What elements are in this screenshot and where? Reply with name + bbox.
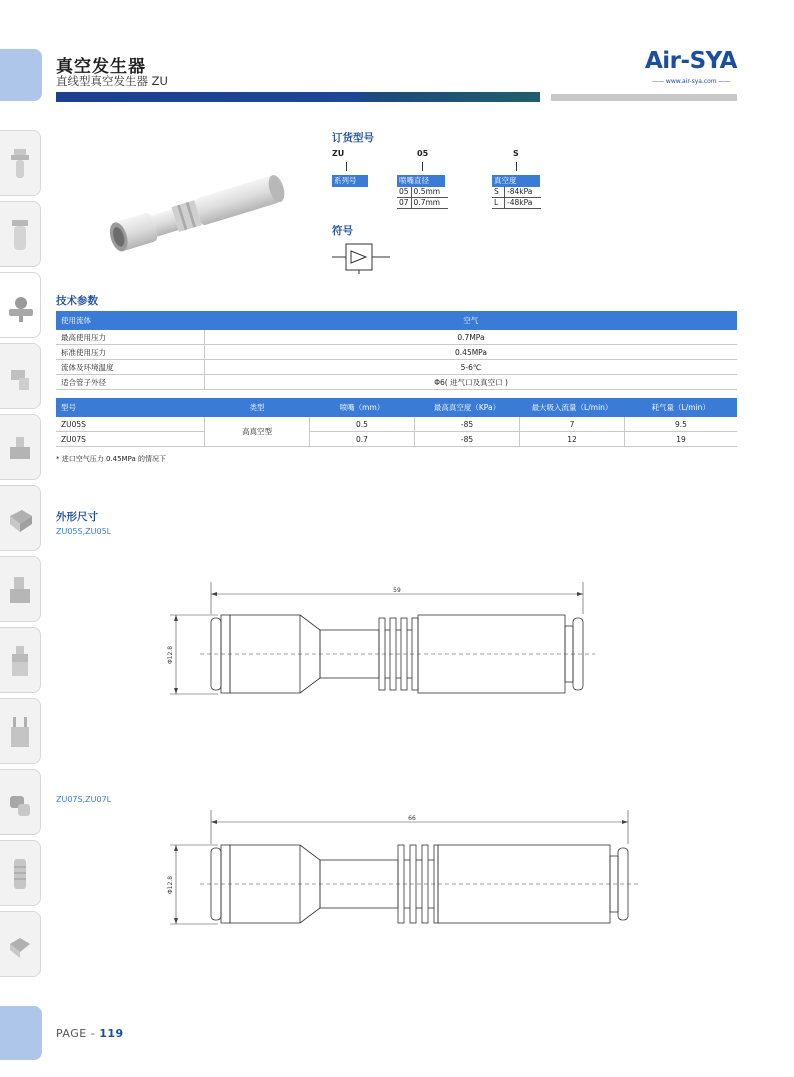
vacuum-cell: -85 bbox=[415, 432, 520, 447]
category-tab-elbow[interactable] bbox=[0, 769, 41, 835]
consumption-cell: 9.5 bbox=[625, 417, 738, 432]
dimension-drawing-zu05 bbox=[160, 582, 610, 702]
valve-icon bbox=[8, 573, 32, 609]
type-cell: 高真空型 bbox=[205, 417, 310, 447]
table-row bbox=[56, 330, 737, 345]
category-tab-actuator[interactable] bbox=[0, 698, 41, 764]
actuator-icon bbox=[8, 715, 32, 751]
column-header: 耗气量（L/min） bbox=[625, 398, 738, 417]
option-row bbox=[492, 198, 541, 209]
category-tab-accessory[interactable] bbox=[0, 911, 41, 977]
option-code: S bbox=[492, 187, 505, 198]
spec-value: 5-6℃ bbox=[205, 360, 738, 375]
table-row bbox=[56, 360, 737, 375]
category-tab-fitting[interactable] bbox=[0, 343, 41, 409]
nozzle-cell: 0.7 bbox=[310, 432, 415, 447]
column-header: 型号 bbox=[56, 398, 205, 417]
column-header: 最高真空度（KPa） bbox=[415, 398, 520, 417]
silencer-icon bbox=[8, 857, 32, 893]
category-tab-filter[interactable] bbox=[0, 130, 41, 196]
model-specs-table bbox=[56, 398, 737, 447]
side-tab-bottom bbox=[0, 1006, 42, 1060]
category-tab-manifold[interactable] bbox=[0, 627, 41, 693]
column-header: 喷嘴（mm） bbox=[310, 398, 415, 417]
order-code-nozzle: 05 bbox=[417, 149, 429, 158]
series-label: 系列号 bbox=[332, 175, 368, 187]
page-number: 119 bbox=[99, 1027, 124, 1040]
dimensions-title: 外形尺寸 bbox=[56, 511, 98, 523]
option-row bbox=[397, 187, 448, 198]
length-dimension: 66 bbox=[408, 815, 416, 822]
order-code-series: ZU bbox=[332, 149, 345, 158]
symbol-title: 符号 bbox=[332, 225, 353, 237]
model-cell: ZU05S bbox=[56, 417, 205, 432]
footnote: * 进口空气压力 0.45MPa 的情况下 bbox=[56, 455, 166, 463]
page-label: PAGE - bbox=[56, 1027, 100, 1040]
general-specs-table bbox=[56, 311, 737, 390]
column-header: 最大吸入流量（L/min） bbox=[520, 398, 625, 417]
order-code-vacuum: S bbox=[513, 149, 519, 158]
nozzle-options-table bbox=[397, 187, 448, 209]
category-tab-cylinder[interactable] bbox=[0, 485, 41, 551]
category-tab-vacuum[interactable] bbox=[0, 272, 41, 338]
spec-label: 流体及环境温度 bbox=[56, 360, 205, 375]
table-header-row bbox=[56, 398, 737, 417]
category-tab-solenoid[interactable] bbox=[0, 414, 41, 480]
vacuum-label: 真空度 bbox=[492, 175, 540, 187]
page-subtitle: 直线型真空发生器 ZU bbox=[56, 74, 168, 88]
nozzle-option-block bbox=[397, 175, 448, 209]
filter-regulator-icon bbox=[8, 147, 32, 183]
vacuum-ejector-symbol-icon bbox=[332, 240, 392, 274]
table-header-row bbox=[56, 311, 737, 330]
flow-cell: 12 bbox=[520, 432, 625, 447]
ordering-title: 订货型号 bbox=[332, 132, 374, 144]
drawing1-models: ZU05S,ZU05L bbox=[56, 527, 112, 536]
spec-value: 空气 bbox=[205, 311, 738, 330]
category-tab-lubricator[interactable] bbox=[0, 201, 41, 267]
vacuum-option-block bbox=[492, 175, 541, 209]
diameter-dimension: Φ12.8 bbox=[167, 645, 174, 665]
table-row bbox=[56, 345, 737, 360]
table-row bbox=[56, 417, 737, 432]
manifold-icon bbox=[8, 644, 32, 680]
header-bar-gray bbox=[551, 94, 737, 101]
flow-cell: 7 bbox=[520, 417, 625, 432]
vacuum-cell: -85 bbox=[415, 417, 520, 432]
spec-value: Φ6( 进气口及真空口 ) bbox=[205, 375, 738, 390]
model-cell: ZU07S bbox=[56, 432, 205, 447]
fitting-icon bbox=[8, 360, 32, 396]
table-row bbox=[56, 432, 737, 447]
brand-url: —— www.air-sya.com —— bbox=[652, 78, 731, 85]
spec-label: 适合管子外径 bbox=[56, 375, 205, 390]
category-tab-valve[interactable] bbox=[0, 556, 41, 622]
option-row bbox=[492, 187, 541, 198]
consumption-cell: 19 bbox=[625, 432, 738, 447]
option-value: 0.5mm bbox=[411, 187, 448, 198]
cylinder-icon bbox=[8, 502, 34, 538]
product-photo bbox=[96, 162, 304, 262]
brand-logo: Air-SYA bbox=[645, 48, 737, 74]
order-tick-nozzle bbox=[422, 162, 423, 171]
category-tab-silencer[interactable] bbox=[0, 840, 41, 906]
page-footer bbox=[56, 1027, 124, 1040]
solenoid-valve-icon bbox=[8, 431, 32, 467]
spec-label: 使用流体 bbox=[56, 311, 205, 330]
drawing2-models: ZU07S,ZU07L bbox=[56, 795, 112, 804]
nozzle-cell: 0.5 bbox=[310, 417, 415, 432]
elbow-fitting-icon bbox=[8, 786, 32, 822]
option-value: 0.7mm bbox=[411, 198, 448, 209]
spec-label: 最高使用压力 bbox=[56, 330, 205, 345]
spec-value: 0.7MPa bbox=[205, 330, 738, 345]
spec-label: 标准使用压力 bbox=[56, 345, 205, 360]
header-bar bbox=[56, 92, 540, 102]
table-row bbox=[56, 375, 737, 390]
column-header: 类型 bbox=[205, 398, 310, 417]
page-title: 真空发生器 bbox=[56, 57, 146, 77]
order-tick-vacuum bbox=[516, 162, 517, 171]
diameter-dimension: Φ12.8 bbox=[167, 875, 174, 895]
order-tick-series bbox=[346, 162, 347, 171]
specs-title: 技术参数 bbox=[56, 295, 98, 307]
lubricator-icon bbox=[8, 218, 32, 254]
nozzle-label: 喷嘴直径 bbox=[397, 175, 445, 187]
dimension-drawing-zu07 bbox=[160, 810, 640, 930]
option-code: 07 bbox=[397, 198, 411, 209]
option-row bbox=[397, 198, 448, 209]
option-value: -84kPa bbox=[505, 187, 542, 198]
vacuum-options-table bbox=[492, 187, 541, 209]
length-dimension: 59 bbox=[393, 587, 401, 594]
accessory-icon bbox=[8, 928, 32, 964]
vacuum-generator-icon bbox=[8, 289, 34, 325]
option-code: 05 bbox=[397, 187, 411, 198]
option-code: L bbox=[492, 198, 505, 209]
option-value: -48kPa bbox=[505, 198, 542, 209]
side-tab-top bbox=[0, 49, 42, 101]
spec-value: 0.45MPa bbox=[205, 345, 738, 360]
